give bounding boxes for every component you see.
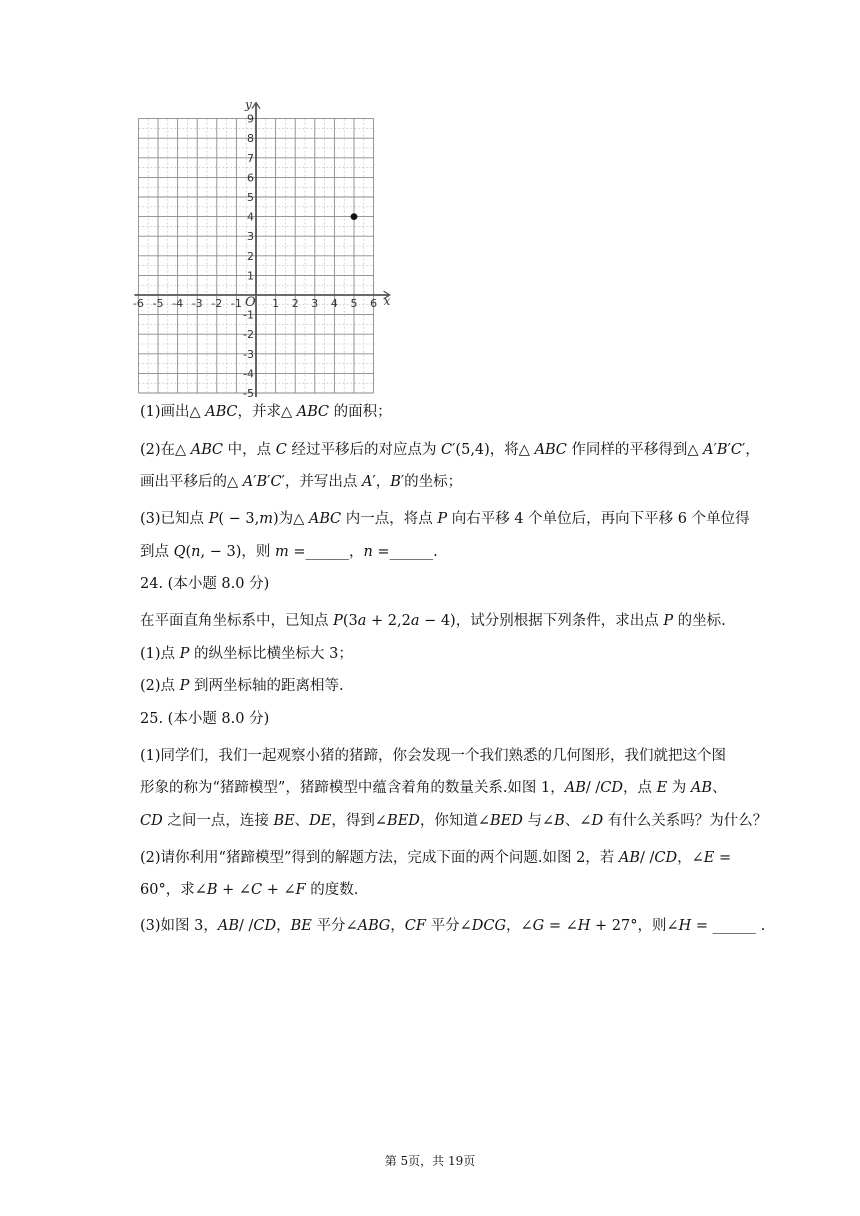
x-tick-label: -4 [172,297,184,310]
page-footer: 第 5页，共 19页 [384,1154,476,1168]
x-tick-label: 1 [272,297,280,310]
coordinate-grid-figure [132,97,400,400]
x-tick-label: -5 [152,297,164,310]
question-24-part-1: (1)点 𝑃 的纵坐标比横坐标大 3； [140,646,353,662]
question-24-stem: 在平面直角坐标系中，已知点 𝑃(3𝑎 + 2,2𝑎 − 4)，试分别根据下列条件，求出点 𝑃 的坐标. [140,613,726,629]
y-tick-label: 7 [247,151,254,165]
y-tick-label: -5 [243,387,254,400]
y-tick-label: 8 [247,132,254,146]
question-25-part-3: (3)如图 3，𝐴𝐵/ /𝐶𝐷，𝐵𝐸 平分∠𝐴𝐵𝐺，𝐶𝐹 平分∠𝐷𝐶𝐺，∠𝐺 = ∠𝐻 + 27°，则∠𝐻 = ______ . [140,918,766,934]
y-tick-label: 5 [247,191,254,204]
question-23-part-2-cont: 画出平移后的△ 𝐴′𝐵′𝐶′，并写出点 𝐴′，𝐵′的坐标； [140,474,463,490]
x-tick-label: -1 [230,297,242,310]
y-tick-label: 2 [247,249,254,263]
y-tick-label: 3 [247,230,254,244]
question-25-part-2-cont: 60°，求∠𝐵 + ∠𝐶 + ∠𝐹 的度数. [140,882,359,898]
y-tick-label: 6 [247,171,254,185]
y-axis-label: y [245,97,252,112]
y-tick-label: 9 [247,112,254,126]
plotted-points [351,213,358,220]
question-23-part-3: (3)已知点 𝑃( − 3,𝑚)为△ 𝐴𝐵𝐶 内一点，将点 𝑃 向右平移 4 个单位后，再向下平移 6 个单位得 [140,511,750,527]
point-marker [351,213,358,220]
origin-label: O [245,295,256,310]
question-23-part-2: (2)在△ 𝐴𝐵𝐶 中，点 𝐶 经过平移后的对应点为 𝐶′(5,4)，将△ 𝐴𝐵𝐶 作同样的平移得到△ 𝐴′𝐵′𝐶′， [140,442,760,458]
y-tick-label: -1 [243,308,254,322]
y-tick-label: -4 [243,367,254,381]
x-tick-label: -3 [191,297,203,310]
question-25-heading: 25. (本小题 8.0 分) [140,711,270,727]
question-24-heading: 24. (本小题 8.0 分) [140,576,270,592]
x-tick-label: -2 [211,297,223,310]
x-tick-label: 2 [291,297,299,310]
question-23-part-1: (1)画出△ 𝐴𝐵𝐶，并求△ 𝐴𝐵𝐶 的面积； [140,404,392,420]
x-tick-label: 3 [311,297,319,310]
question-25-part-1-cont2: 𝐶𝐷 之间一点，连接 𝐵𝐸、𝐷𝐸，得到∠𝐵𝐸𝐷，你知道∠𝐵𝐸𝐷 与∠𝐵、∠𝐷 有什么关系吗？为什么？ [140,813,768,829]
question-23-part-3-cont: 到点 𝑄(𝑛, − 3)，则 𝑚 =______，𝑛 =______. [140,544,438,560]
question-25-part-1: (1)同学们，我们一起观察小猪的猪蹄，你会发现一个我们熟悉的几何图形，我们就把这个图 [140,748,727,764]
question-24-part-2: (2)点 𝑃 到两坐标轴的距离相等. [140,678,344,694]
y-tick-label: 4 [247,210,254,224]
x-tick-label: 5 [350,297,358,310]
tick-labels [133,98,391,400]
question-25-part-2: (2)请你利用“猪蹄模型”得到的解题方法，完成下面的两个问题.如图 2，若 𝐴𝐵/ /𝐶𝐷，∠𝐸 = [140,850,732,866]
axes [134,103,389,397]
x-axis-label: x [383,294,391,308]
x-tick-label: -6 [132,297,144,310]
x-tick-label: 4 [330,297,338,310]
y-tick-label: -2 [243,328,254,342]
question-25-part-1-cont: 形象的称为“猪蹄模型”，猪蹄模型中蕴含着角的数量关系.如图 1，𝐴𝐵/ /𝐶𝐷，点 𝐸 为 𝐴𝐵、 [140,780,727,796]
x-tick-label: 6 [370,297,378,310]
y-tick-label: -3 [243,347,254,361]
y-tick-label: 1 [247,269,254,283]
